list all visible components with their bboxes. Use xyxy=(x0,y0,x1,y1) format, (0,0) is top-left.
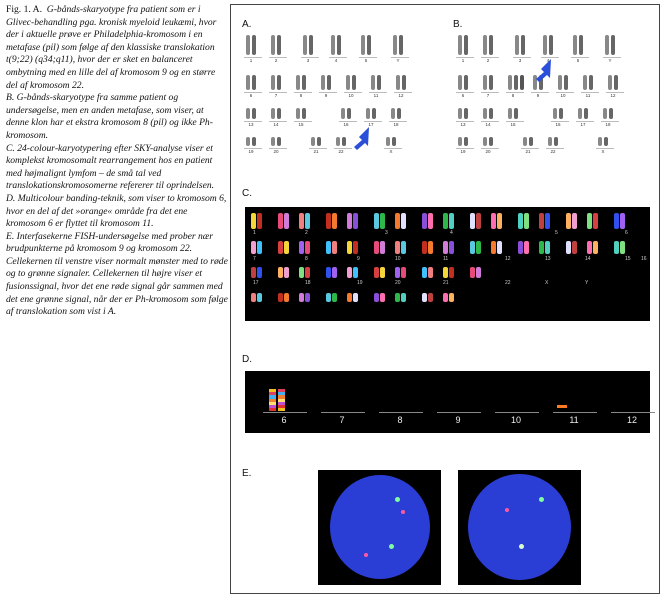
panel-c-label: C. xyxy=(242,188,252,199)
sky-chromosome-number: 7 xyxy=(253,256,256,262)
sky-chromosome-number: 12 xyxy=(505,256,511,262)
sky-chromosome xyxy=(470,241,475,254)
red-signal xyxy=(505,508,509,512)
fig-label: Fig. 1. A. xyxy=(6,4,42,15)
chromosome-number: 14 xyxy=(485,122,491,127)
sky-chromosome xyxy=(347,267,352,278)
sky-chromosome xyxy=(470,213,475,229)
chromosome-number: 14 xyxy=(273,122,279,127)
caption-a: G-bånds-skaryotype fra patient som er i Glivec-behandling pga. kronisk myeloid leukæmi, hvor der i aktuelle prøve er Philadelphia-kromosom i en metafase (pil) som følge af den klassiske translokation t(9;22) (q34;q11), hvor der er sket en balanceret ombytning med en lille del af kromosom 9 og en større del af kromosom 22. xyxy=(6,4,217,91)
panel-d-baseline xyxy=(611,412,655,413)
red-signal xyxy=(364,553,368,557)
chromosome-number: 10 xyxy=(560,93,566,98)
panel-d-baseline xyxy=(495,412,539,413)
sky-chromosome xyxy=(518,213,523,229)
panel-b-label: B. xyxy=(453,19,463,30)
sky-chromosome xyxy=(593,213,598,229)
sky-chromosome xyxy=(380,293,385,302)
sky-chromosome xyxy=(401,267,406,278)
sky-chromosome xyxy=(353,293,358,302)
chromosome-number: 2 xyxy=(274,58,278,63)
chromosome-number: 4 xyxy=(334,58,338,63)
sky-chromosome xyxy=(278,267,283,278)
sky-chromosome xyxy=(251,213,256,229)
sky-chromosome xyxy=(395,241,400,254)
green-signal xyxy=(395,497,400,502)
sky-chromosome xyxy=(587,241,592,254)
chromosome-number: 3 xyxy=(518,58,522,63)
sky-chromosome xyxy=(347,213,352,229)
chromosome-number: 16 xyxy=(555,122,561,127)
sky-chromosome xyxy=(299,267,304,278)
sky-chromosome xyxy=(353,213,358,229)
sky-chromosome xyxy=(251,267,256,278)
chromosome-number: 8 xyxy=(299,93,303,98)
figure-panel xyxy=(230,4,660,594)
sky-chromosome xyxy=(257,213,262,229)
chromosome-6-band xyxy=(269,408,276,411)
sky-chromosome xyxy=(284,241,289,254)
chromosome-number: 16 xyxy=(343,122,349,127)
chromosome-number: 12 xyxy=(398,93,404,98)
sky-chromosome xyxy=(443,213,448,229)
sky-chromosome xyxy=(347,293,352,302)
sky-chromosome xyxy=(326,293,331,302)
sky-chromosome xyxy=(497,241,502,254)
sky-chromosome-number: 8 xyxy=(305,256,308,262)
chromosome-6-band xyxy=(278,408,285,411)
sky-chromosome xyxy=(428,267,433,278)
sky-chromosome-number: 13 xyxy=(545,256,551,262)
chromosome-number: 1 xyxy=(249,58,253,63)
sky-chromosome xyxy=(353,241,358,254)
chromosome-number: 3 xyxy=(306,58,310,63)
chromosome-number: 15 xyxy=(510,122,516,127)
sky-chromosome xyxy=(620,213,625,229)
sky-chromosome-number: 9 xyxy=(357,256,360,262)
sky-chromosome-number: 21 xyxy=(443,280,449,286)
chromosome-11-orange-segment xyxy=(557,405,567,408)
sky-chromosome xyxy=(347,241,352,254)
chromosome-number: 13 xyxy=(460,122,466,127)
chromosome-number: X xyxy=(389,149,393,154)
sky-chromosome xyxy=(449,293,454,302)
sky-chromosome xyxy=(395,213,400,229)
sky-chromosome xyxy=(284,293,289,302)
sky-chromosome xyxy=(491,241,496,254)
chromosome-number: 11 xyxy=(585,93,591,98)
sky-chromosome xyxy=(572,213,577,229)
multicolour-banding-d xyxy=(245,371,650,433)
sky-chromosome xyxy=(374,293,379,302)
sky-chromosome xyxy=(566,241,571,254)
sky-chromosome xyxy=(428,293,433,302)
karyotype-b xyxy=(453,35,653,170)
sky-chromosome xyxy=(620,241,625,254)
sky-chromosome xyxy=(449,213,454,229)
sky-chromosome xyxy=(305,267,310,278)
sky-chromosome xyxy=(572,241,577,254)
panel-d-chromosome-label: 9 xyxy=(455,415,461,425)
panel-d-label: D. xyxy=(242,354,252,365)
chromosome-number: 21 xyxy=(525,149,531,154)
green-signal xyxy=(389,544,394,549)
sky-chromosome xyxy=(305,241,310,254)
sky-chromosome xyxy=(380,267,385,278)
sky-chromosome-number: 17 xyxy=(253,280,259,286)
panel-d-chromosome-label: 6 xyxy=(281,415,287,425)
sky-chromosome xyxy=(305,293,310,302)
chromosome-number: 9 xyxy=(324,93,328,98)
sky-chromosome xyxy=(380,213,385,229)
chromosome-number: 17 xyxy=(580,122,586,127)
sky-chromosome xyxy=(449,241,454,254)
chromosome-number: 15 xyxy=(298,122,304,127)
sky-chromosome xyxy=(257,241,262,254)
sky-chromosome xyxy=(401,213,406,229)
sky-chromosome xyxy=(539,241,544,254)
sky-chromosome-number: 18 xyxy=(305,280,311,286)
sky-chromosome xyxy=(422,267,427,278)
sky-chromosome xyxy=(374,241,379,254)
sky-chromosome xyxy=(587,213,592,229)
chromosome-number: 6 xyxy=(461,93,465,98)
fish-image-left xyxy=(318,470,441,585)
sky-chromosome xyxy=(251,293,256,302)
sky-chromosome xyxy=(374,267,379,278)
sky-chromosome xyxy=(545,241,550,254)
sky-chromosome xyxy=(470,267,475,278)
sky-chromosome xyxy=(428,241,433,254)
sky-chromosome xyxy=(524,213,529,229)
chromosome-number: 9 xyxy=(536,93,540,98)
caption-d: D. Multicolour banding-teknik, som viser to kromosom 6, hvor en del af det »orange« område fra det ene kromosom 6 er flyttet til kromosom 11. xyxy=(6,192,227,230)
sky-chromosome xyxy=(332,267,337,278)
sky-chromosome xyxy=(593,241,598,254)
chromosome-number: 1 xyxy=(461,58,465,63)
sky-chromosome xyxy=(278,293,283,302)
chromosome-number: 8 xyxy=(511,93,515,98)
sky-chromosome xyxy=(443,293,448,302)
sky-karyotype-c xyxy=(245,207,650,321)
sky-chromosome-number: 20 xyxy=(395,280,401,286)
sky-chromosome xyxy=(284,267,289,278)
red-signal xyxy=(401,510,405,514)
green-signal xyxy=(539,497,544,502)
sky-chromosome xyxy=(401,241,406,254)
sky-chromosome-number: 11 xyxy=(443,256,449,262)
chromosome-number: 4 xyxy=(546,58,550,63)
panel-d-chromosome-label: 12 xyxy=(626,415,637,425)
chromosome-number: X xyxy=(601,149,605,154)
panel-a-label: A. xyxy=(242,19,252,30)
sky-chromosome xyxy=(299,241,304,254)
chromosome-number: 20 xyxy=(273,149,279,154)
chromosome-number: 20 xyxy=(485,149,491,154)
panel-d-baseline xyxy=(263,412,307,413)
sky-chromosome xyxy=(443,241,448,254)
panel-d-baseline xyxy=(321,412,365,413)
sky-chromosome xyxy=(614,213,619,229)
chromosome-number: Y xyxy=(608,58,612,63)
sky-chromosome-number: 10 xyxy=(395,256,401,262)
sky-chromosome-number: 1 xyxy=(253,230,256,236)
sky-chromosome-number: 3 xyxy=(385,230,388,236)
panel-d-chromosome-label: 10 xyxy=(510,415,521,425)
sky-chromosome xyxy=(374,213,379,229)
caption-c: C. 24-colour-karyotypering efter SKY-analyse viser et komplekst kromosomalt rearrangement hos en patient med højmalignt lymfom – de små tal ved translokationskromosomerne refererer til oprindelsen. xyxy=(6,142,215,192)
sky-chromosome xyxy=(332,241,337,254)
chromosome-number: 7 xyxy=(274,93,278,98)
sky-chromosome xyxy=(278,213,283,229)
sky-chromosome xyxy=(401,293,406,302)
chromosome-number: 11 xyxy=(373,93,379,98)
sky-chromosome-number: Y xyxy=(585,280,589,286)
sky-chromosome xyxy=(518,241,523,254)
sky-chromosome xyxy=(332,213,337,229)
sky-chromosome xyxy=(257,293,262,302)
nucleus-left xyxy=(330,475,430,579)
sky-chromosome xyxy=(476,267,481,278)
nucleus-right xyxy=(468,474,571,580)
panel-d-chromosome-label: 11 xyxy=(569,415,579,425)
panel-d-chromosome-label: 7 xyxy=(339,415,345,425)
sky-chromosome-number: 6 xyxy=(625,230,628,236)
chromosome-number: 18 xyxy=(393,122,399,127)
sky-chromosome-number: 2 xyxy=(305,230,308,236)
panel-d-chromosome-label: 8 xyxy=(397,415,403,425)
sky-chromosome xyxy=(380,241,385,254)
sky-chromosome xyxy=(497,213,502,229)
chromosome-number: 17 xyxy=(368,122,374,127)
panel-d-baseline xyxy=(553,412,597,413)
sky-chromosome xyxy=(395,267,400,278)
fusion-signal xyxy=(519,544,524,549)
sky-chromosome xyxy=(566,213,571,229)
chromosome-number: Y xyxy=(396,58,400,63)
sky-chromosome xyxy=(326,213,331,229)
sky-chromosome xyxy=(305,213,310,229)
panel-d-baseline xyxy=(379,412,423,413)
sky-chromosome xyxy=(476,213,481,229)
sky-chromosome xyxy=(326,241,331,254)
panel-d-baseline xyxy=(437,412,481,413)
sky-chromosome xyxy=(299,213,304,229)
sky-chromosome xyxy=(443,267,448,278)
chromosome-number: 5 xyxy=(364,58,368,63)
sky-chromosome xyxy=(395,293,400,302)
chromosome-number: 7 xyxy=(486,93,490,98)
sky-chromosome xyxy=(449,267,454,278)
sky-chromosome xyxy=(539,213,544,229)
chromosome-number: 22 xyxy=(550,149,556,154)
sky-chromosome xyxy=(353,267,358,278)
sky-chromosome xyxy=(422,293,427,302)
sky-chromosome-number: 19 xyxy=(357,280,363,286)
chromosome-number: 6 xyxy=(249,93,253,98)
karyotype-a xyxy=(241,35,441,170)
arrow-icon xyxy=(453,35,653,170)
sky-chromosome xyxy=(326,267,331,278)
caption-b: B. G-bånds-skaryotype fra samme patient og undersøgelse, men en anden metafase, som viser, at denne klon har et ekstra kromosom 8 (pil) og ikke Ph-kromosom. xyxy=(6,92,213,141)
panel-e-label: E. xyxy=(242,468,252,479)
sky-chromosome-number: 22 xyxy=(505,280,511,286)
sky-chromosome xyxy=(422,213,427,229)
chromosome-number: 21 xyxy=(313,149,319,154)
chromosome-number: 19 xyxy=(248,149,254,154)
caption-e: E. Interfasekerne FISH-undersøgelse med prober nær brudpunkterne på kromosom 9 og kromosom 22. Cellekernen til venstre viser normalt mønster med to røde og to grønne signaler. Cellekernen til højre viser et fusionssignal, hvor det ene røde signal går sammen med det ene grønne signal, når der er Ph-kromosom som følge af translokation som vist i A. xyxy=(6,230,228,318)
sky-chromosome xyxy=(257,267,262,278)
chromosome-number: 5 xyxy=(576,58,580,63)
sky-chromosome xyxy=(278,241,283,254)
sky-chromosome xyxy=(332,293,337,302)
chromosome-number: 12 xyxy=(610,93,616,98)
sky-chromosome xyxy=(524,241,529,254)
arrow-icon xyxy=(241,35,441,170)
chromosome-number: 10 xyxy=(348,93,354,98)
sky-chromosome-number: 4 xyxy=(450,230,453,236)
chromosome-number: 18 xyxy=(605,122,611,127)
sky-chromosome xyxy=(476,241,481,254)
sky-chromosome-number: X xyxy=(545,280,549,286)
sky-chromosome xyxy=(299,293,304,302)
fish-image-right xyxy=(458,470,581,585)
sky-chromosome xyxy=(422,241,427,254)
chromosome-number: 19 xyxy=(460,149,466,154)
sky-chromosome xyxy=(545,213,550,229)
sky-chromosome-number: 15 xyxy=(625,256,631,262)
sky-chromosome-number: 16 xyxy=(641,256,647,262)
figure-caption xyxy=(6,4,228,319)
sky-chromosome xyxy=(428,213,433,229)
sky-chromosome-number: 14 xyxy=(585,256,591,262)
sky-chromosome xyxy=(614,241,619,254)
sky-chromosome xyxy=(284,213,289,229)
chromosome-number: 22 xyxy=(338,149,344,154)
sky-chromosome xyxy=(251,241,256,254)
sky-chromosome-number: 5 xyxy=(555,230,558,236)
sky-chromosome xyxy=(491,213,496,229)
chromosome-number: 2 xyxy=(486,58,490,63)
chromosome-number: 13 xyxy=(248,122,254,127)
